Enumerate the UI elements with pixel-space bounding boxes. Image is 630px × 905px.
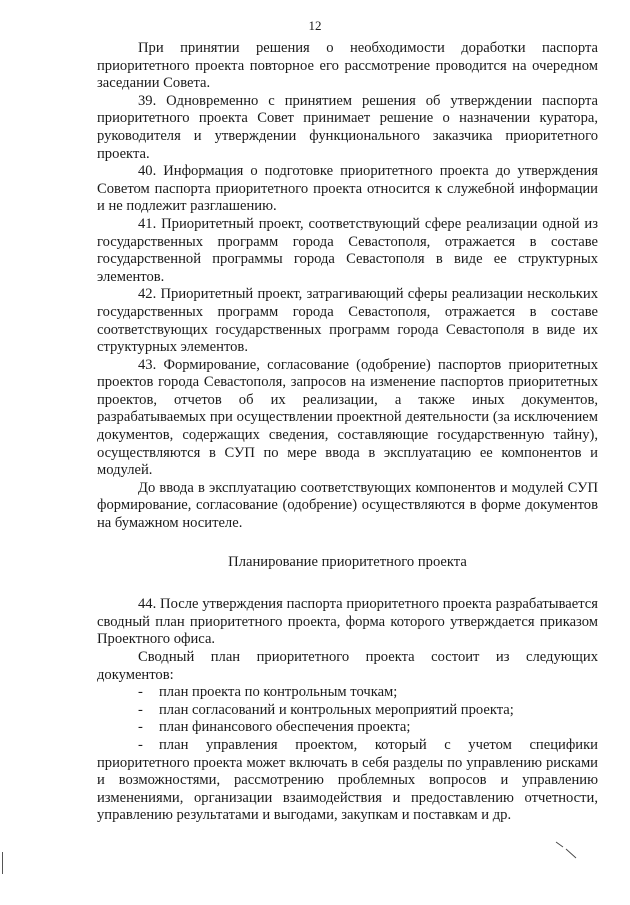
plan-documents-list: [97, 684, 598, 825]
paragraph-44: 44. После утверждения паспорта приоритетного проекта разрабатывается сводный план приоритетного проекта, форма которого утверждается приказом Проектного офиса.: [97, 596, 598, 648]
list-dash: -: [138, 736, 143, 753]
list-item: [97, 684, 598, 702]
paragraph-42: 42. Приоритетный проект, затрагивающий сферы реализации нескольких государственных программ города Севастополя, отражается в составе соответствующих государственных программ города Севастополя в виде их структурных элементов.: [97, 286, 598, 356]
list-item: [97, 702, 598, 720]
list-item-text: план согласований и контрольных мероприятий проекта;: [159, 701, 514, 718]
list-item-text: план финансового обеспечения проекта;: [159, 719, 411, 736]
paragraph-revision: При принятии решения о необходимости доработки паспорта приоритетного проекта повторное его рассмотрение проводится на очередном заседании Совета.: [97, 40, 598, 92]
paragraph-plan-composition: Сводный план приоритетного проекта состоит из следующих документов:: [97, 649, 598, 683]
scan-edge-mark: [2, 852, 3, 874]
list-dash: -: [138, 719, 143, 736]
paragraph-39: 39. Одновременно с принятием решения об утверждении паспорта приоритетного проекта Совет принимает решение о назначении куратора, руководителя и утверждении функционального заказчика приоритетного проекта.: [97, 92, 598, 162]
list-item-text: план управления проектом, который с учетом специфики приоритетного проекта может включать в себя разделы по управлению рисками и возможностями, рассмотрению проблемных вопросов и управлению изменениями, организации взаимодействия и предоставлению отчетности, управлению результатами и выгодами, закупкам и поставкам и др.: [97, 736, 598, 824]
pen-mark: [555, 841, 577, 859]
document-body: [97, 40, 598, 825]
list-item-text: план проекта по контрольным точкам;: [159, 684, 398, 701]
list-dash: -: [138, 701, 143, 718]
list-item: [97, 737, 598, 825]
paragraph-41: 41. Приоритетный проект, соответствующий сфере реализации одной из государственных программ города Севастополя, отражается в составе государственной программы города Севастополя в виде ее структурных элементов.: [97, 215, 598, 285]
section-heading: Планирование приоритетного проекта: [228, 553, 467, 570]
paragraph-43: 43. Формирование, согласование (одобрение) паспортов приоритетных проектов города Севастополя, запросов на изменение паспортов приоритетных проектов, отчетов об их реализации, а также иных документов, разрабатываемых при осуществлении проектной деятельности (за исключением документов, содержащих сведения, составляющие государственную тайну), осуществляются в СУП по мере ввода в эксплуатацию ее компонентов и модулей.: [97, 356, 598, 479]
paragraph-paper-format: До ввода в эксплуатацию соответствующих компонентов и модулей СУП формирование, согласование (одобрение) осуществляются в форме документов на бумажном носителе.: [97, 479, 598, 532]
paragraph-40: 40. Информация о подготовке приоритетного проекта до утверждения Советом паспорта приоритетного проекта относится к служебной информации и не подлежит разглашению.: [97, 163, 598, 215]
page-number: 12: [308, 18, 322, 33]
list-dash: -: [138, 684, 143, 701]
list-item: [97, 719, 598, 737]
